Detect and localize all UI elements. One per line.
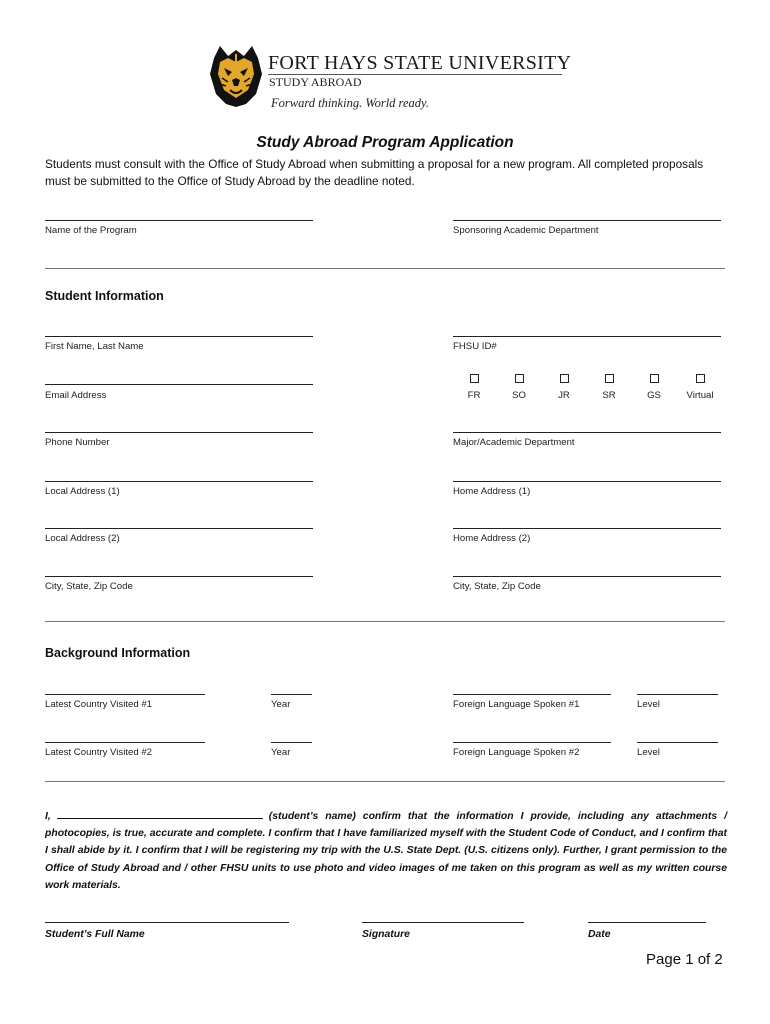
office-name: STUDY ABROAD	[269, 75, 362, 89]
level-2-label: Level	[637, 747, 660, 758]
section-divider	[45, 781, 725, 782]
year-1-field[interactable]	[271, 694, 312, 695]
local-address-2-label: Local Address (2)	[45, 533, 120, 544]
local-address-2-field[interactable]	[45, 528, 313, 529]
university-logo	[208, 44, 572, 116]
home-address-2-field[interactable]	[453, 528, 721, 529]
student-full-name-field[interactable]	[45, 922, 289, 923]
language-1-field[interactable]	[453, 694, 611, 695]
consent-text: (student’s name) confirm that the information I provide, including any attachments / photocopies, is true, accurate and complete. I confirm that I have familiarized myself with the Student Code of Conduct, and I confirm that I shall abide by it. I confirm that I will be registering my trip with the U.S. State Dept. (U.S. citizens only). Further, I grant permission to the Office of Study Abroad and / other FHSU units to use photo and video images of me taken on this program as well as my written course work materials.	[45, 811, 727, 891]
intro-text: Students must consult with the Office of Study Abroad when submitting a proposal for a new program. All completed proposals must be submitted to the Office of Study Abroad by the deadline noted.	[45, 157, 704, 188]
signature-label: Signature	[362, 929, 410, 940]
fhsu-id-label: FHSU ID#	[453, 341, 497, 352]
consent-statement	[45, 808, 727, 894]
student-name-blank[interactable]	[57, 809, 263, 819]
date-field[interactable]	[588, 922, 706, 923]
section-divider	[45, 621, 725, 622]
local-address-1-label: Local Address (1)	[45, 486, 120, 497]
email-field[interactable]	[45, 384, 313, 385]
local-address-1-field[interactable]	[45, 481, 313, 482]
year-2-field[interactable]	[271, 742, 312, 743]
department-label: Sponsoring Academic Department	[453, 225, 599, 236]
signature-field[interactable]	[362, 922, 524, 923]
phone-label: Phone Number	[45, 437, 110, 448]
language-1-label: Foreign Language Spoken #1	[453, 699, 580, 710]
checkbox-so[interactable]	[515, 374, 524, 383]
major-label: Major/Academic Department	[453, 437, 575, 448]
home-address-1-field[interactable]	[453, 481, 721, 482]
student-full-name-label: Student’s Full Name	[45, 929, 145, 940]
student-info-heading: Student Information	[45, 289, 164, 303]
checkbox-jr-label: JR	[558, 390, 570, 401]
year-2-label: Year	[271, 747, 291, 758]
language-2-field[interactable]	[453, 742, 611, 743]
local-city-field[interactable]	[45, 576, 313, 577]
language-2-label: Foreign Language Spoken #2	[453, 747, 580, 758]
checkbox-virtual-label: Virtual	[686, 390, 714, 401]
full-name-field[interactable]	[45, 336, 313, 337]
checkbox-gs-label: GS	[647, 390, 661, 401]
country-2-label: Latest Country Visited #2	[45, 747, 153, 758]
page-number: Page 1 of 2	[646, 951, 723, 968]
section-divider	[45, 268, 725, 269]
major-field[interactable]	[453, 432, 721, 433]
consent-prefix: I,	[45, 811, 51, 822]
home-address-1-label: Home Address (1)	[453, 486, 531, 497]
checkbox-sr-label: SR	[602, 390, 616, 401]
checkbox-sr[interactable]	[605, 374, 614, 383]
university-name: FORT HAYS STATE UNIVERSITY	[268, 52, 572, 74]
page-title: Study Abroad Program Application	[256, 134, 514, 151]
level-1-field[interactable]	[637, 694, 718, 695]
year-1-label: Year	[271, 699, 291, 710]
phone-field[interactable]	[45, 432, 313, 433]
checkbox-jr[interactable]	[560, 374, 569, 383]
tiger-logo-icon	[208, 44, 264, 108]
checkbox-so-label: SO	[512, 390, 526, 401]
level-2-field[interactable]	[637, 742, 718, 743]
checkbox-virtual[interactable]	[696, 374, 705, 383]
level-1-label: Level	[637, 699, 660, 710]
tagline: Forward thinking. World ready.	[271, 96, 429, 110]
country-1-label: Latest Country Visited #1	[45, 699, 153, 710]
checkbox-fr-label: FR	[467, 390, 481, 401]
date-label: Date	[588, 929, 611, 940]
checkbox-fr[interactable]	[470, 374, 479, 383]
home-city-field[interactable]	[453, 576, 721, 577]
fhsu-id-field[interactable]	[453, 336, 721, 337]
home-address-2-label: Home Address (2)	[453, 533, 531, 544]
background-info-heading: Background Information	[45, 646, 191, 660]
full-name-label: First Name, Last Name	[45, 341, 144, 352]
program-name-field[interactable]	[45, 220, 313, 221]
department-field[interactable]	[453, 220, 721, 221]
local-city-label: City, State, Zip Code	[45, 581, 133, 592]
program-name-label: Name of the Program	[45, 225, 137, 236]
email-label: Email Address	[45, 390, 107, 401]
country-2-field[interactable]	[45, 742, 205, 743]
checkbox-gs[interactable]	[650, 374, 659, 383]
home-city-label: City, State, Zip Code	[453, 581, 541, 592]
country-1-field[interactable]	[45, 694, 205, 695]
